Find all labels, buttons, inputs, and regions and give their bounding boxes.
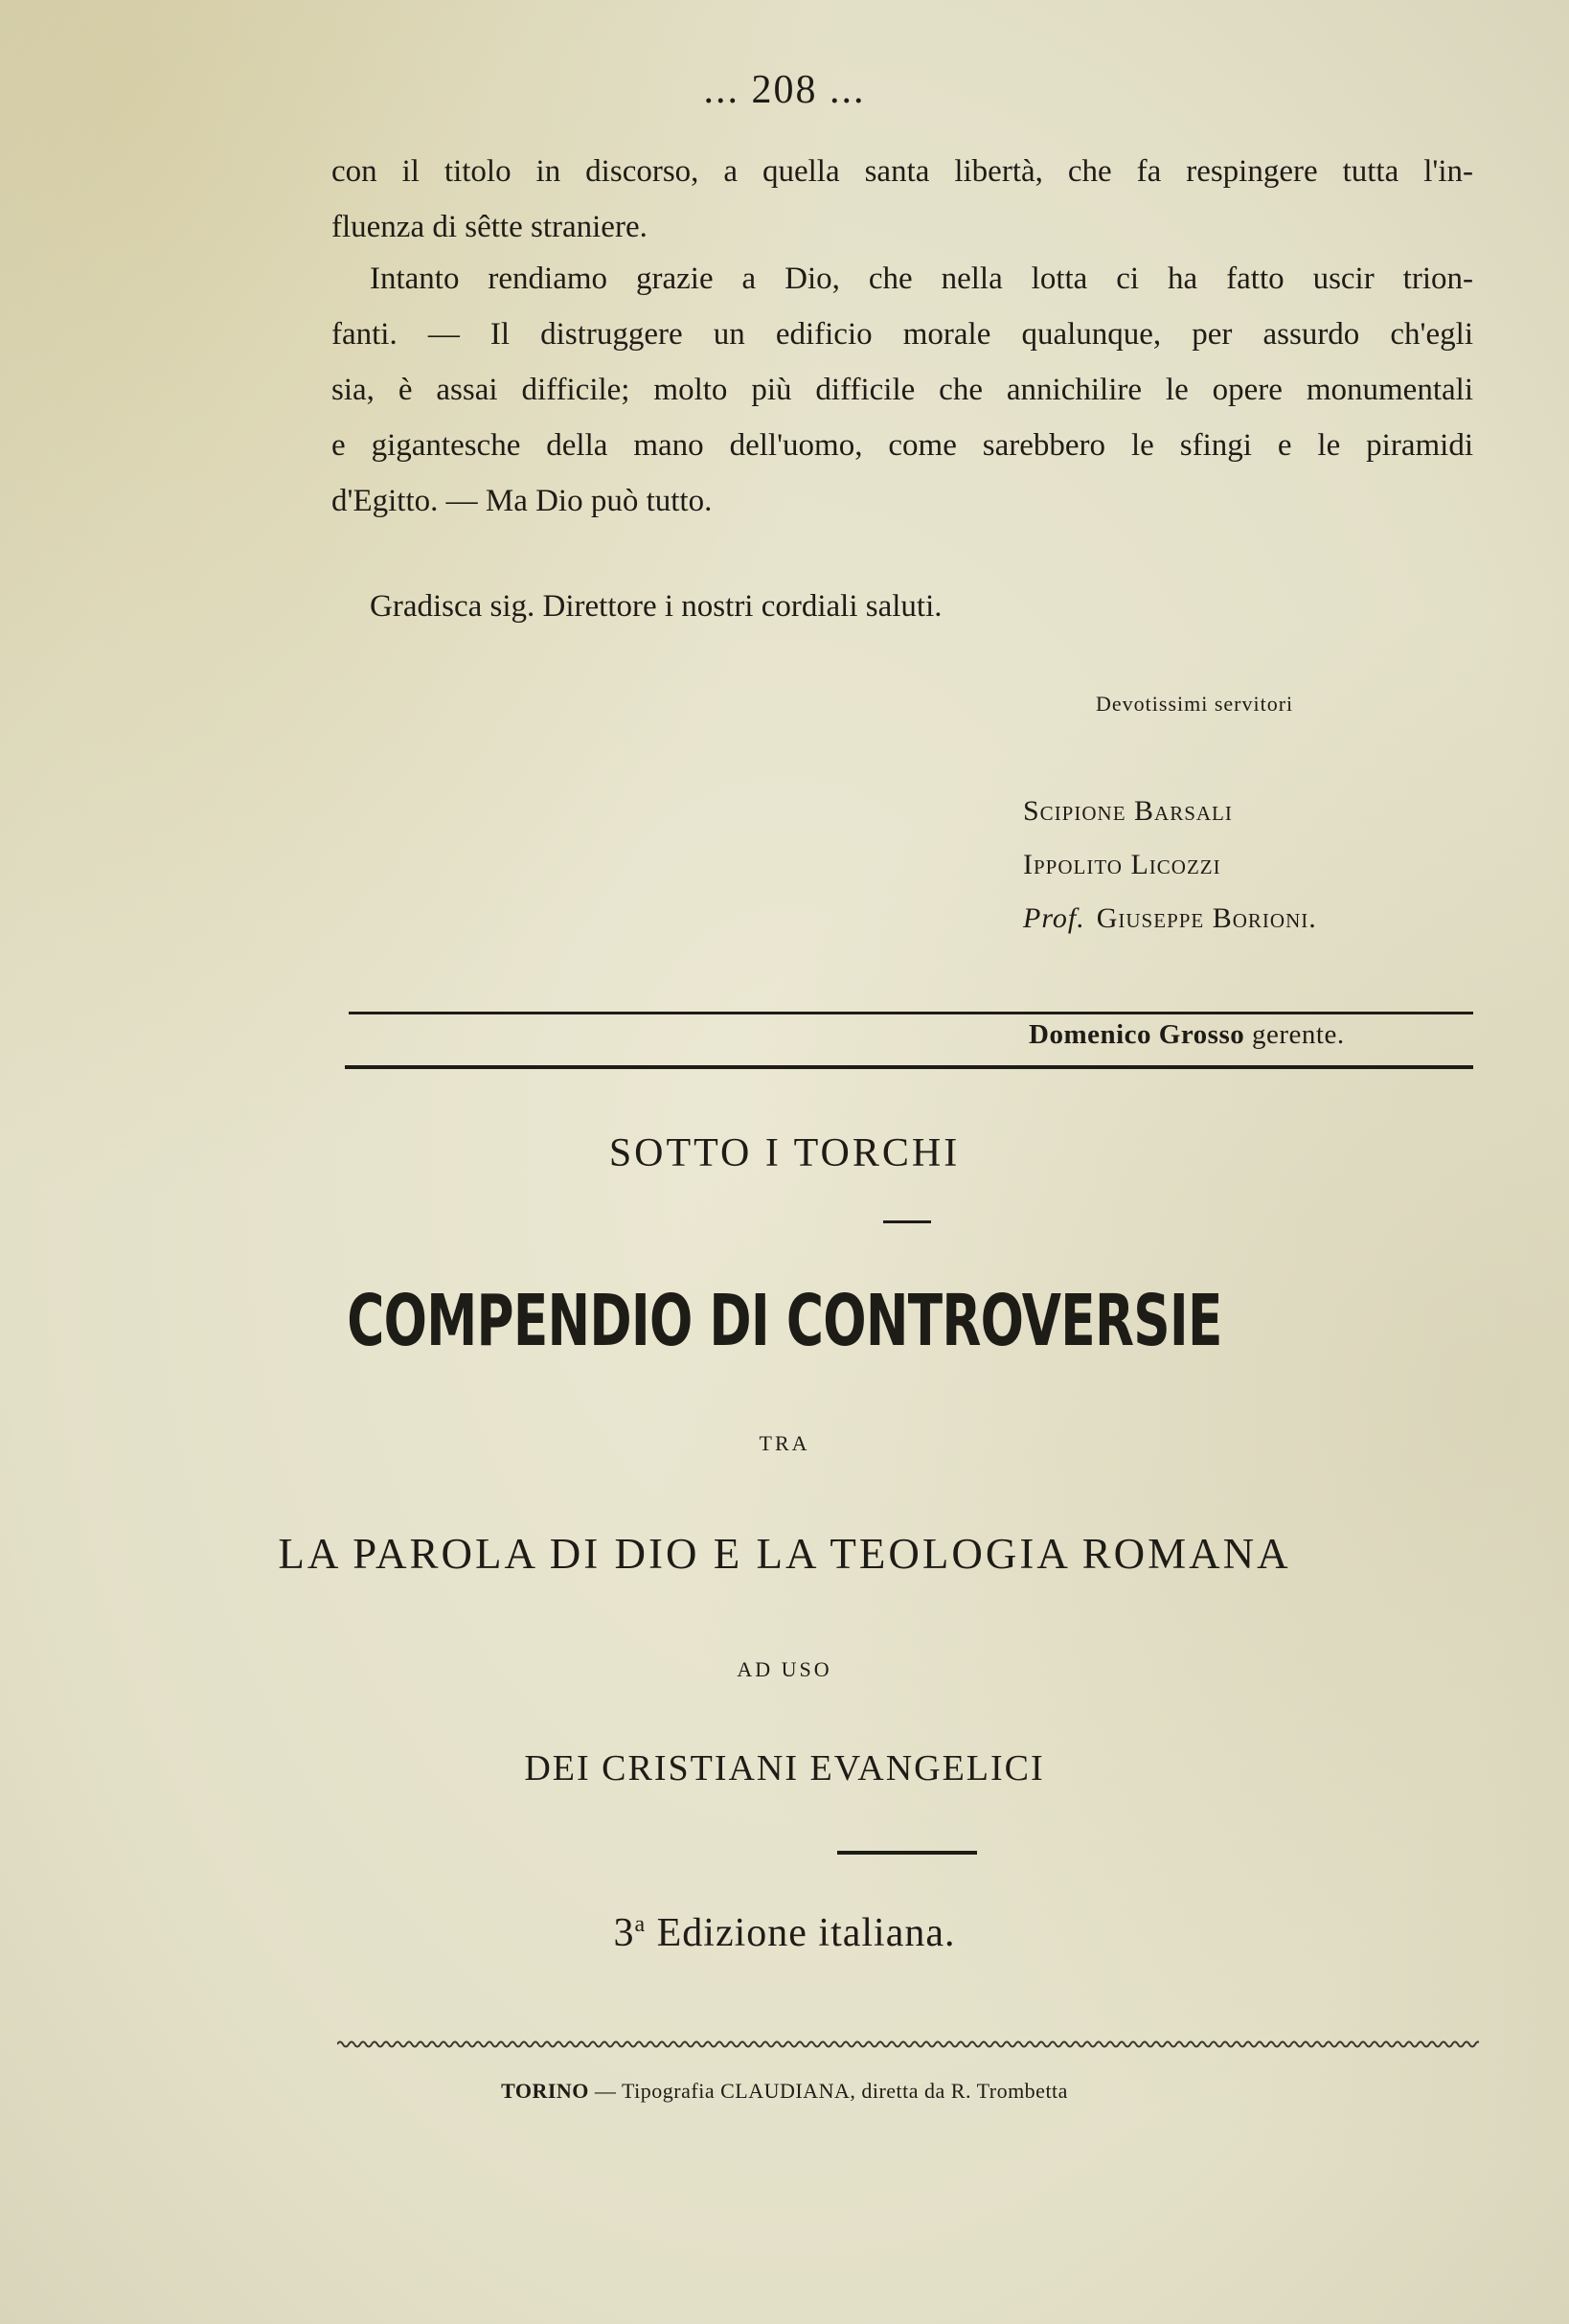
edition-number: 3: [613, 1911, 635, 1955]
paragraph-2: [331, 251, 1473, 529]
paragraph-line: d'Egitto. — Ma Dio può tutto.: [331, 484, 713, 518]
book-subject: LA PAROLA DI DIO E LA TEOLOGIA ROMANA: [278, 1530, 1291, 1578]
edition-superscript: a: [634, 1912, 647, 1937]
paragraph-line: fanti. — Il distruggere un edificio morale qualunque, per assurdo ch'egli: [331, 317, 1473, 352]
paragraph-3: [331, 579, 1473, 634]
divider-rule: [349, 1012, 1473, 1014]
book-audience: DEI CRISTIANI EVANGELICI: [524, 1748, 1045, 1789]
paragraph-1: [331, 144, 1473, 255]
signatory: [1023, 795, 1233, 828]
edition-text: Edizione italiana.: [656, 1911, 956, 1955]
signatory: [1023, 902, 1317, 935]
signatory-name: Giuseppe Borioni.: [1096, 902, 1317, 934]
edition-line: [0, 1910, 1569, 1956]
wavy-rule: [337, 2039, 1479, 2050]
gerente-line: [1029, 1019, 1345, 1051]
paragraph-line: Intanto rendiamo grazie a Dio, che nella lotta ci ha fatto uscir trion-: [370, 262, 1473, 296]
short-rule: [883, 1220, 931, 1223]
title-connector: TRA: [759, 1431, 810, 1455]
gerente-role: gerente.: [1252, 1019, 1345, 1050]
printer-imprint: [0, 2079, 1569, 2104]
paragraph-line: fluenza di sêtte straniere.: [331, 210, 648, 244]
signatory: [1023, 849, 1221, 881]
paragraph-line: e gigantesche della mano dell'uomo, come sarebbero le sfingi e le piramidi: [331, 428, 1473, 463]
gerente-name: Domenico Grosso: [1029, 1019, 1245, 1050]
paragraph-line: sia, è assai difficile; molto più difficile che annichilire le opere monumentali: [331, 373, 1473, 407]
paragraph-line: con il titolo in discorso, a quella santa libertà, che fa respingere tutta l'in-: [331, 154, 1473, 189]
closing-salutation: Devotissimi servitori: [1096, 692, 1294, 716]
page-number: ... 208 ...: [703, 68, 866, 112]
signatory-name: Scipione Barsali: [1023, 795, 1233, 827]
announcement-heading: SOTTO I TORCHI: [608, 1131, 961, 1175]
signatory-title: Prof.: [1023, 902, 1085, 934]
paragraph-line: Gradisca sig. Direttore i nostri cordiali saluti.: [370, 589, 943, 624]
short-rule: [837, 1851, 977, 1855]
signatory-name: Ippolito Licozzi: [1023, 849, 1221, 880]
imprint-text: — Tipografia CLAUDIANA, diretta da R. Trombetta: [594, 2079, 1068, 2103]
imprint-city: TORINO: [501, 2079, 589, 2103]
divider-rule: [345, 1065, 1473, 1069]
book-title: COMPENDIO DI CONTROVERSIE: [347, 1280, 1222, 1362]
usage-connector: AD USO: [737, 1657, 832, 1681]
